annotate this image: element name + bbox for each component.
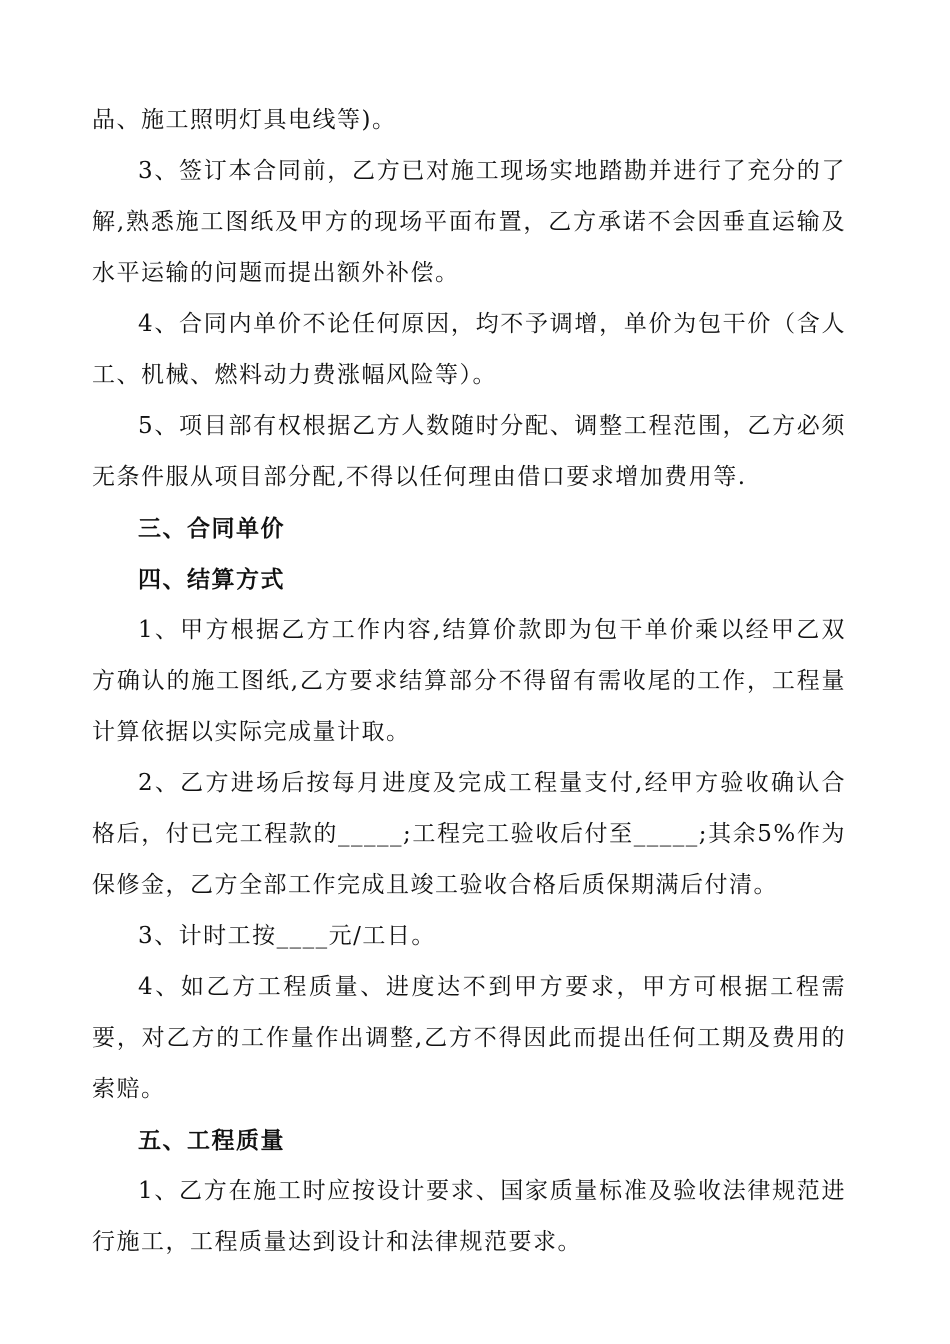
paragraph-hourly-rate: 3、计时工按____元/工日。 bbox=[138, 923, 436, 949]
paragraph-project-allocation: 5、项目部有权根据乙方人数随时分配、调整工程范围，乙方必须无条件服从项目部分配,不得以任何理由借口要求增加费用等. bbox=[92, 413, 846, 490]
paragraph-site-survey: 3、签订本合同前，乙方已对施工现场实地踏勘并进行了充分的了解,熟悉施工图纸及甲方的现场平面布置，乙方承诺不会因垂直运输及水平运输的问题而提出额外补偿。 bbox=[92, 158, 846, 286]
paragraph-continuation: 品、施工照明灯具电线等)。 bbox=[92, 107, 397, 133]
section-heading-quality: 五、工程质量 bbox=[138, 1127, 285, 1154]
section-heading-settlement: 四、结算方式 bbox=[138, 566, 285, 593]
paragraph-payment-terms: 2、乙方进场后按每月进度及完成工程量支付,经甲方验收确认合格后，付已完工程款的_____;工程完工验收后付至_____;其余5%作为保修金，乙方全部工作完成且竣工验收合格后质保期满后付清。 bbox=[92, 770, 846, 898]
paragraph-quality-standard: 1、乙方在施工时应按设计要求、国家质量标准及验收法律规范进行施工，工程质量达到设计和法律规范要求。 bbox=[92, 1178, 846, 1255]
paragraph-settlement-basis: 1、甲方根据乙方工作内容,结算价款即为包干单价乘以经甲乙双方确认的施工图纸,乙方要求结算部分不得留有需收尾的工作，工程量计算依据以实际完成量计取。 bbox=[92, 617, 846, 745]
paragraph-quality-adjustment: 4、如乙方工程质量、进度达不到甲方要求，甲方可根据工程需要，对乙方的工作量作出调整,乙方不得因此而提出任何工期及费用的索赔。 bbox=[92, 974, 846, 1102]
paragraph-fixed-unit-price: 4、合同内单价不论任何原因，均不予调增，单价为包干价（含人工、机械、燃料动力费涨幅风险等）。 bbox=[92, 311, 846, 388]
section-heading-unit-price: 三、合同单价 bbox=[138, 515, 285, 542]
